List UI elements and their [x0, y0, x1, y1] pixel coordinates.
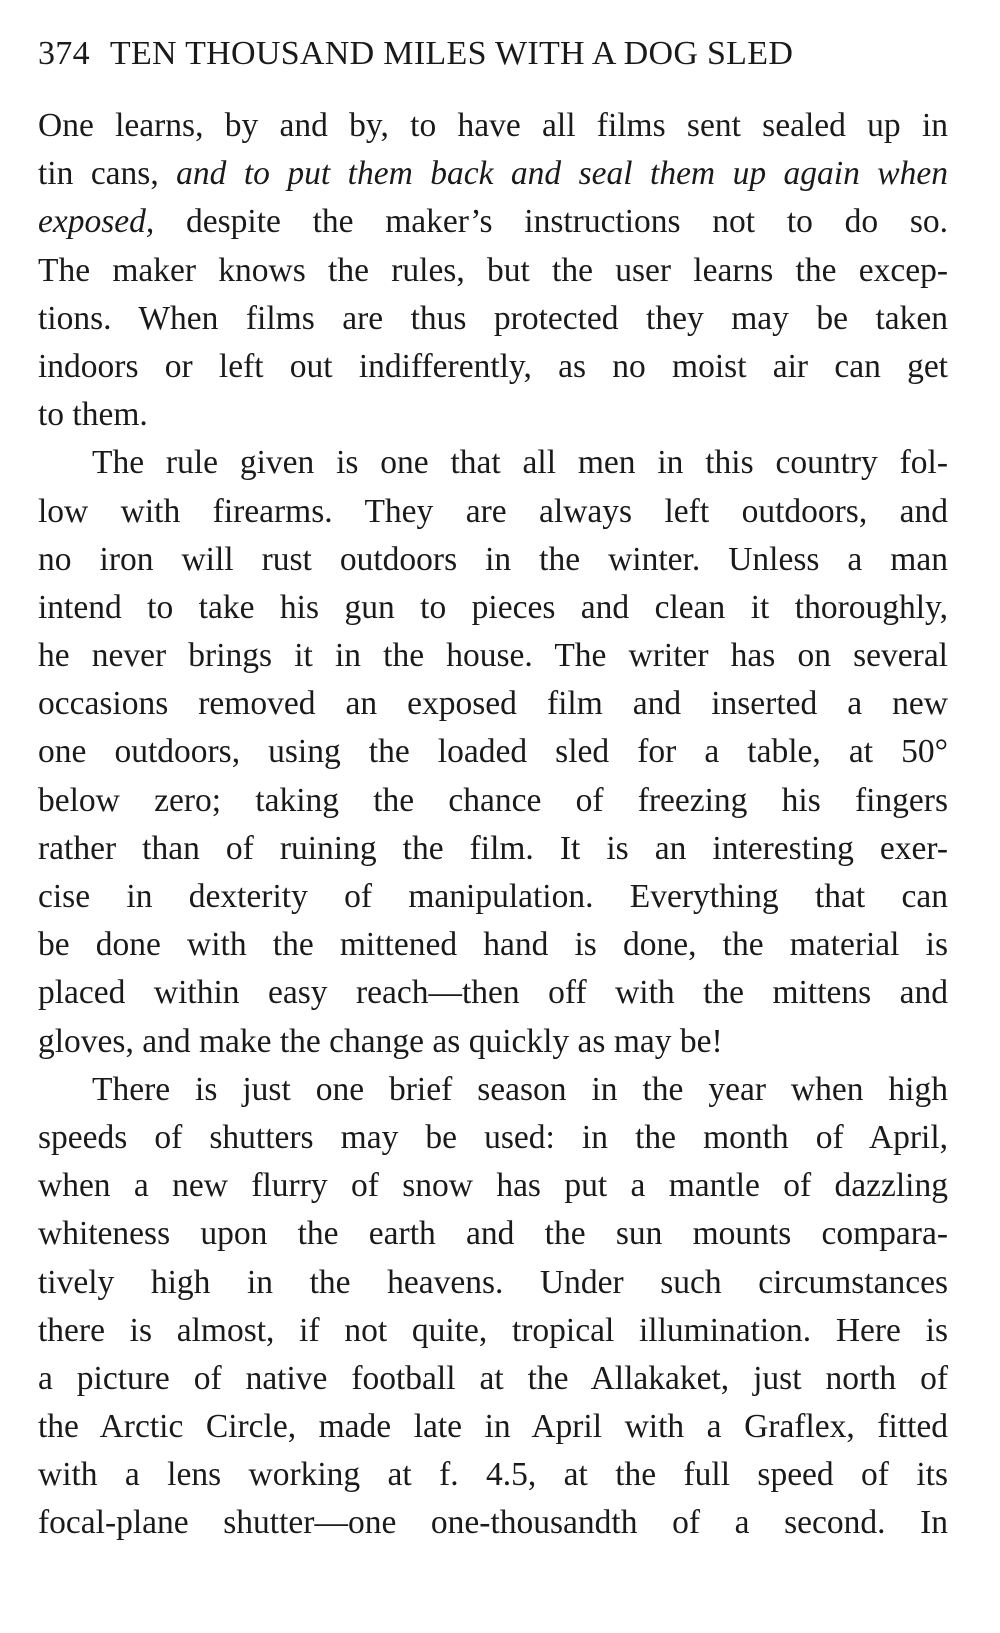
text-line: below zero; taking the chance of freezing his fingers	[38, 781, 948, 819]
text-line: tions. When films are thus protected they may be taken	[38, 299, 948, 337]
text-line: a picture of native football at the Allakaket, just north of	[38, 1359, 948, 1397]
italic-phrase: exposed,	[38, 203, 155, 241]
page-number: 374	[38, 35, 90, 72]
text-line: indoors or left out indifferently, as no moist air can get	[38, 347, 948, 385]
paragraph-1	[38, 102, 948, 439]
paragraph-3	[38, 1066, 948, 1548]
text-line: low with firearms. They are always left outdoors, and	[38, 492, 948, 530]
text-line: when a new flurry of snow has put a mantle of dazzling	[38, 1167, 948, 1205]
text-line: there is almost, if not quite, tropical illumination. Here is	[38, 1311, 948, 1349]
text-line: exposed, despite the maker’s instructions not to do so.	[38, 203, 948, 241]
text-line: tively high in the heavens. Under such circumstances	[38, 1263, 948, 1301]
running-title: TEN THOUSAND MILES WITH A DOG SLED	[109, 35, 794, 72]
body-text	[38, 102, 948, 1548]
text-line: focal-plane shutter—one one-thousandth of a second. In	[38, 1504, 948, 1542]
text-line: to them.	[38, 396, 148, 434]
text-line: be done with the mittened hand is done, the material is	[38, 926, 948, 964]
text-line: The rule given is one that all men in this country fol-	[92, 444, 948, 482]
text-line: the Arctic Circle, made late in April with a Graflex, fitted	[38, 1408, 948, 1446]
text-line: One learns, by and by, to have all films sent sealed up in	[38, 107, 948, 144]
text-line: placed within easy reach—then off with the mittens and	[38, 974, 948, 1012]
text-line: occasions removed an exposed film and inserted a new	[38, 685, 948, 723]
text-line: one outdoors, using the loaded sled for a table, at 50°	[38, 733, 948, 771]
text-line: gloves, and make the change as quickly as may be!	[38, 1022, 723, 1060]
text-line: no iron will rust outdoors in the winter. Unless a man	[38, 540, 948, 578]
text-line: There is just one brief season in the year when high	[92, 1070, 948, 1108]
text-line: intend to take his gun to pieces and clean it thoroughly,	[38, 588, 948, 626]
text-line: rather than of ruining the film. It is an interesting exer-	[38, 829, 948, 867]
text-line: cise in dexterity of manipulation. Everything that can	[38, 878, 948, 915]
paragraph-2	[38, 439, 948, 1065]
running-head	[38, 30, 958, 78]
text-line: speeds of shutters may be used: in the month of April,	[38, 1118, 948, 1156]
text-line: whiteness upon the earth and the sun mounts compara-	[38, 1215, 948, 1253]
italic-phrase: and to put them back and seal them up again when	[176, 155, 949, 193]
text-line: he never brings it in the house. The writer has on several	[38, 637, 948, 675]
text-line: The maker knows the rules, but the user learns the excep-	[38, 251, 948, 289]
text-line: tin cans, and to put them back and seal them up again when	[38, 155, 949, 193]
text-line: with a lens working at f. 4.5, at the full speed of its	[38, 1456, 948, 1494]
